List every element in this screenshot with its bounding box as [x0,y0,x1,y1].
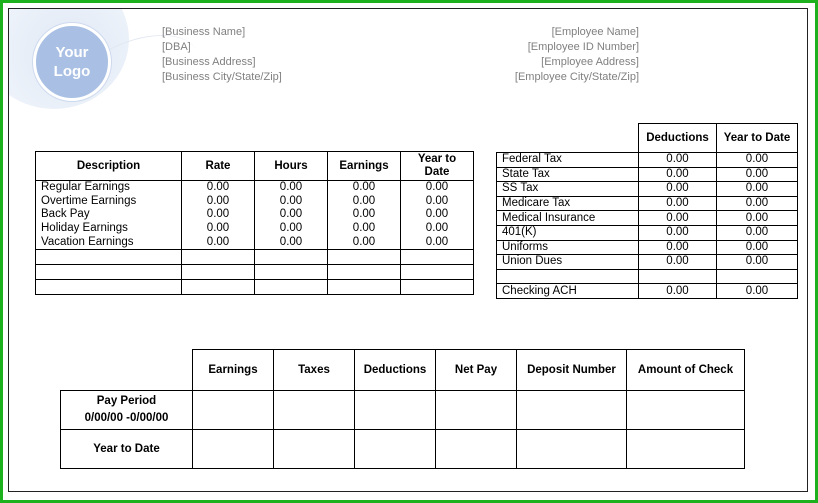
deduction-ytd: 0.00 [717,211,798,226]
earning-ytd: 0.00 [401,195,474,209]
summary-row-ytd [61,430,745,469]
col-hours: Hours [255,152,328,181]
col-year-to-date: Year to Date [401,152,474,181]
logo-line-2: Logo [53,63,91,80]
earning-amount: 0.00 [328,222,401,236]
col-description: Description [36,152,182,181]
deduction-ytd: 0.00 [717,225,798,240]
table-row-ach [497,284,798,299]
business-name: [Business Name] [162,26,246,38]
earnings-header-row [36,152,474,181]
earning-ytd: 0.00 [401,235,474,249]
earning-hours: 0.00 [255,181,328,195]
col-ded-year-to-date: Year to Date [717,124,798,153]
earning-hours: 0.00 [255,222,328,236]
deduction-ytd: 0.00 [717,153,798,168]
earning-description: Regular Earnings [36,181,182,195]
col-summary-taxes: Taxes [274,350,355,391]
deduction-amount: 0.00 [639,153,717,168]
earning-description: Vacation Earnings [36,235,182,249]
col-summary-deductions: Deductions [355,350,436,391]
earning-description: Overtime Earnings [36,195,182,209]
earning-amount: 0.00 [328,195,401,209]
summary-header-row [61,350,745,391]
table-row [36,235,474,249]
deduction-amount: 0.00 [639,196,717,211]
table-row [497,255,798,270]
col-deductions: Deductions [639,124,717,153]
deduction-name: Union Dues [497,255,639,270]
ach-amount: 0.00 [639,284,717,299]
deduction-name: Medicare Tax [497,196,639,211]
table-row [36,222,474,236]
col-earnings: Earnings [328,152,401,181]
deduction-name: 401(K) [497,225,639,240]
table-row [497,182,798,197]
deduction-ytd: 0.00 [717,240,798,255]
employee-id: [Employee ID Number] [527,41,639,53]
deduction-name: Uniforms [497,240,639,255]
table-row-empty [36,279,474,294]
business-city-state-zip: [Business City/State/Zip] [162,71,282,83]
deductions-header-row [497,124,798,153]
deduction-amount: 0.00 [639,167,717,182]
col-rate: Rate [182,152,255,181]
deduction-amount: 0.00 [639,211,717,226]
earning-hours: 0.00 [255,195,328,209]
employee-name: [Employee Name] [551,26,639,38]
deduction-amount: 0.00 [639,225,717,240]
pay-period-label: Pay Period [96,395,157,407]
earning-rate: 0.00 [182,181,255,195]
ytd-label: Year to Date [61,430,193,469]
table-row [36,181,474,195]
table-row-empty [36,264,474,279]
earning-ytd: 0.00 [401,222,474,236]
earning-amount: 0.00 [328,208,401,222]
ach-label: Checking ACH [497,284,639,299]
table-row [497,196,798,211]
employee-city-state-zip: [Employee City/State/Zip] [514,71,639,83]
deduction-amount: 0.00 [639,240,717,255]
deduction-name: Federal Tax [497,153,639,168]
deduction-name: State Tax [497,167,639,182]
table-row [497,225,798,240]
table-row-empty [36,249,474,264]
earning-hours: 0.00 [255,208,328,222]
deduction-ytd: 0.00 [717,196,798,211]
earning-rate: 0.00 [182,222,255,236]
table-row [36,195,474,209]
earning-rate: 0.00 [182,208,255,222]
summary-row-pay-period [61,391,745,430]
ach-ytd: 0.00 [717,284,798,299]
pay-summary-table [60,349,745,469]
deduction-ytd: 0.00 [717,182,798,197]
deduction-name: Medical Insurance [497,211,639,226]
table-row [36,208,474,222]
earning-rate: 0.00 [182,195,255,209]
deduction-amount: 0.00 [639,255,717,270]
pay-period-label-cell [61,391,193,430]
earning-ytd: 0.00 [401,208,474,222]
company-logo [33,23,111,101]
employee-info [515,25,639,85]
table-row-empty [497,269,798,284]
col-summary-earnings: Earnings [193,350,274,391]
deduction-amount: 0.00 [639,182,717,197]
paystub-document [8,8,808,492]
earning-hours: 0.00 [255,235,328,249]
business-info [162,25,282,85]
logo-line-1: Your [55,44,89,61]
earning-ytd: 0.00 [401,181,474,195]
table-row [497,167,798,182]
deductions-table [496,123,798,299]
col-summary-net-pay: Net Pay [436,350,517,391]
table-row [497,240,798,255]
col-summary-amount-of-check: Amount of Check [627,350,745,391]
col-summary-deposit-number: Deposit Number [517,350,627,391]
earning-description: Holiday Earnings [36,222,182,236]
business-address: [Business Address] [162,56,256,68]
deduction-name: SS Tax [497,182,639,197]
earning-rate: 0.00 [182,235,255,249]
earning-amount: 0.00 [328,235,401,249]
earning-description: Back Pay [36,208,182,222]
business-dba: [DBA] [162,41,191,53]
earnings-table [35,151,474,295]
employee-address: [Employee Address] [541,56,639,68]
table-row [497,153,798,168]
pay-period-range: 0/00/00 -0/00/00 [84,412,169,424]
table-row [497,211,798,226]
deduction-ytd: 0.00 [717,167,798,182]
earning-amount: 0.00 [328,181,401,195]
deduction-ytd: 0.00 [717,255,798,270]
